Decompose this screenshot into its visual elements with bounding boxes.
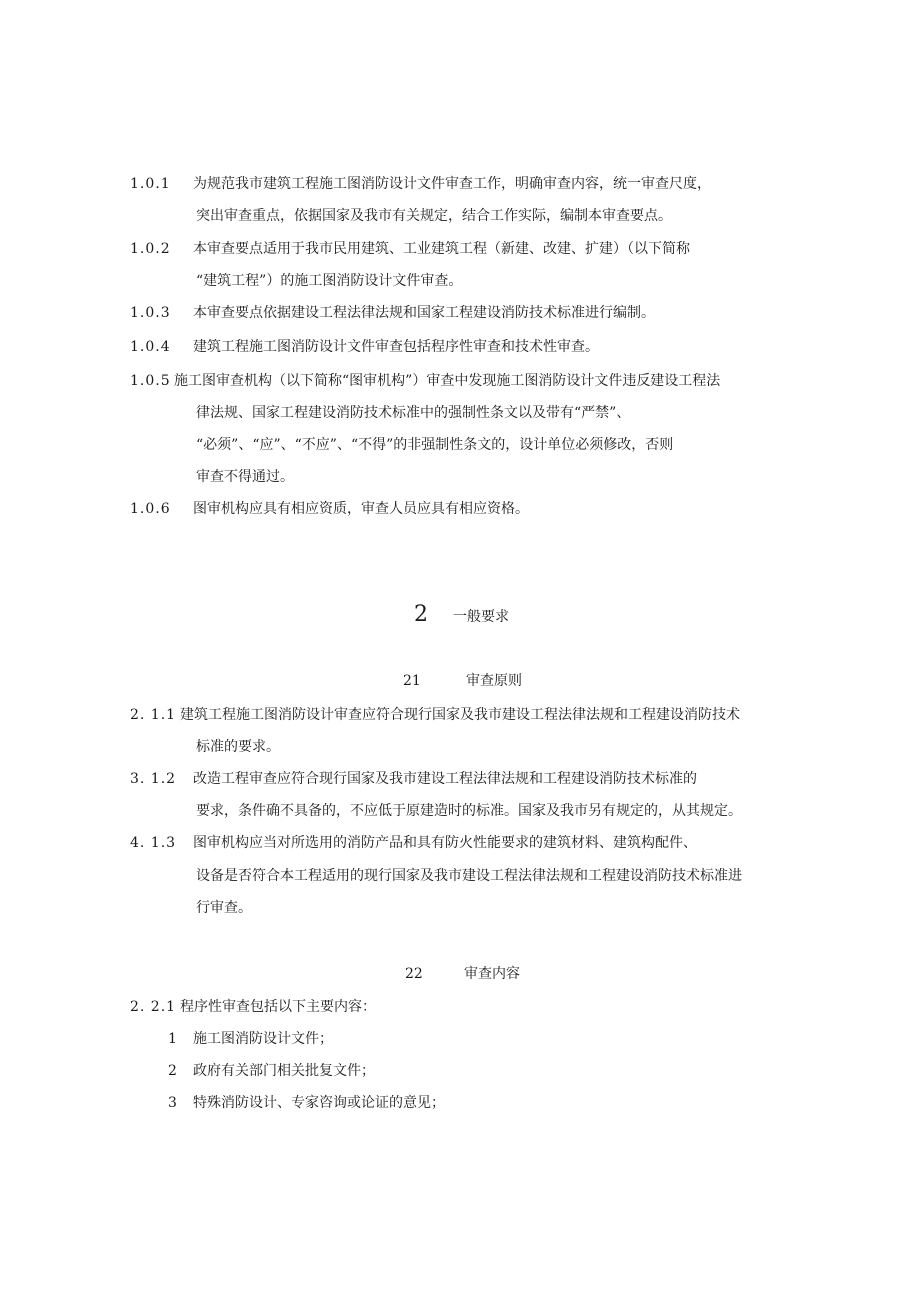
clause-number: 1.0.1 (130, 176, 171, 192)
clause-number: 1.0.6 (130, 501, 171, 517)
clause-number: 2. 2.1 (130, 999, 177, 1015)
list-item: 特殊消防设计、专家咨询或论证的意见； (193, 1095, 445, 1111)
section-number: 22 (405, 966, 423, 982)
list-item-number: 2 (168, 1063, 178, 1079)
clause-text: 行审查。 (196, 900, 252, 916)
list-item-number: 1 (168, 1031, 178, 1047)
clause-text: 图审机构应具有相应资质，审查人员应具有相应资格。 (193, 501, 529, 517)
clause-text: 图审机构应当对所选用的消防产品和具有防火性能要求的建筑材料、建筑构配件、 (193, 835, 697, 851)
clause-text: 要求，条件确不具备的，不应低于原建造时的标准。国家及我市另有规定的，从其规定。 (196, 803, 742, 819)
clause-text: 程序性审查包括以下主要内容： (180, 999, 376, 1015)
clause-text: 为规范我市建筑工程施工图消防设计文件审查工作，明确审查内容，统一审查尺度， (193, 176, 711, 192)
clause-text: 突出审查重点，依据国家及我市有关规定，结合工作实际，编制本审查要点。 (196, 208, 672, 224)
clause-text: 律法规、国家工程建设消防技术标准中的强制性条文以及带有“严禁”、 (196, 405, 631, 421)
clause-number: 2. 1.1 (130, 707, 177, 723)
clause-number: 3. 1.2 (130, 771, 177, 787)
list-item: 施工图消防设计文件； (193, 1031, 333, 1047)
clause-text: 标准的要求。 (196, 739, 280, 755)
clause-text: “建筑工程”）的施工图消防设计文件审查。 (196, 273, 463, 289)
clause-number: 1.0.5 (130, 373, 171, 389)
section-title: 审查内容 (464, 966, 520, 982)
section-title: 审查原则 (466, 673, 522, 689)
chapter-title: 一般要求 (453, 609, 509, 625)
clause-text: 设备是否符合本工程适用的现行国家及我市建设工程法律法规和工程建设消防技术标准进 (196, 868, 742, 884)
list-item: 政府有关部门相关批复文件； (193, 1063, 375, 1079)
clause-text: “必须”、“应”、“不应”、“不得”的非强制性条文的，设计单位必须修改，否则 (196, 437, 674, 453)
clause-number: 1.0.2 (130, 241, 171, 257)
clause-text: 本审查要点依据建设工程法律法规和国家工程建设消防技术标准进行编制。 (193, 305, 655, 321)
clause-number: 4. 1.3 (130, 835, 177, 851)
clause-text: 施工图审查机构（以下简称“图审机构”）审查中发现施工图消防设计文件违反建设工程法 (174, 373, 721, 389)
clause-number: 1.0.4 (130, 339, 171, 355)
chapter-number: 2 (414, 602, 428, 627)
clause-text: 建筑工程施工图消防设计审查应符合现行国家及我市建设工程法律法规和工程建设消防技术 (180, 707, 740, 723)
clause-text: 改造工程审查应符合现行国家及我市建设工程法律法规和工程建设消防技术标准的 (193, 771, 697, 787)
clause-number: 1.0.3 (130, 305, 171, 321)
section-number: 21 (403, 673, 421, 689)
clause-text: 建筑工程施工图消防设计文件审查包括程序性审查和技术性审查。 (193, 339, 599, 355)
list-item-number: 3 (168, 1095, 178, 1111)
clause-text: 本审查要点适用于我市民用建筑、工业建筑工程（新建、改建、扩建）（以下简称 (193, 241, 690, 257)
clause-text: 审查不得通过。 (196, 469, 294, 485)
